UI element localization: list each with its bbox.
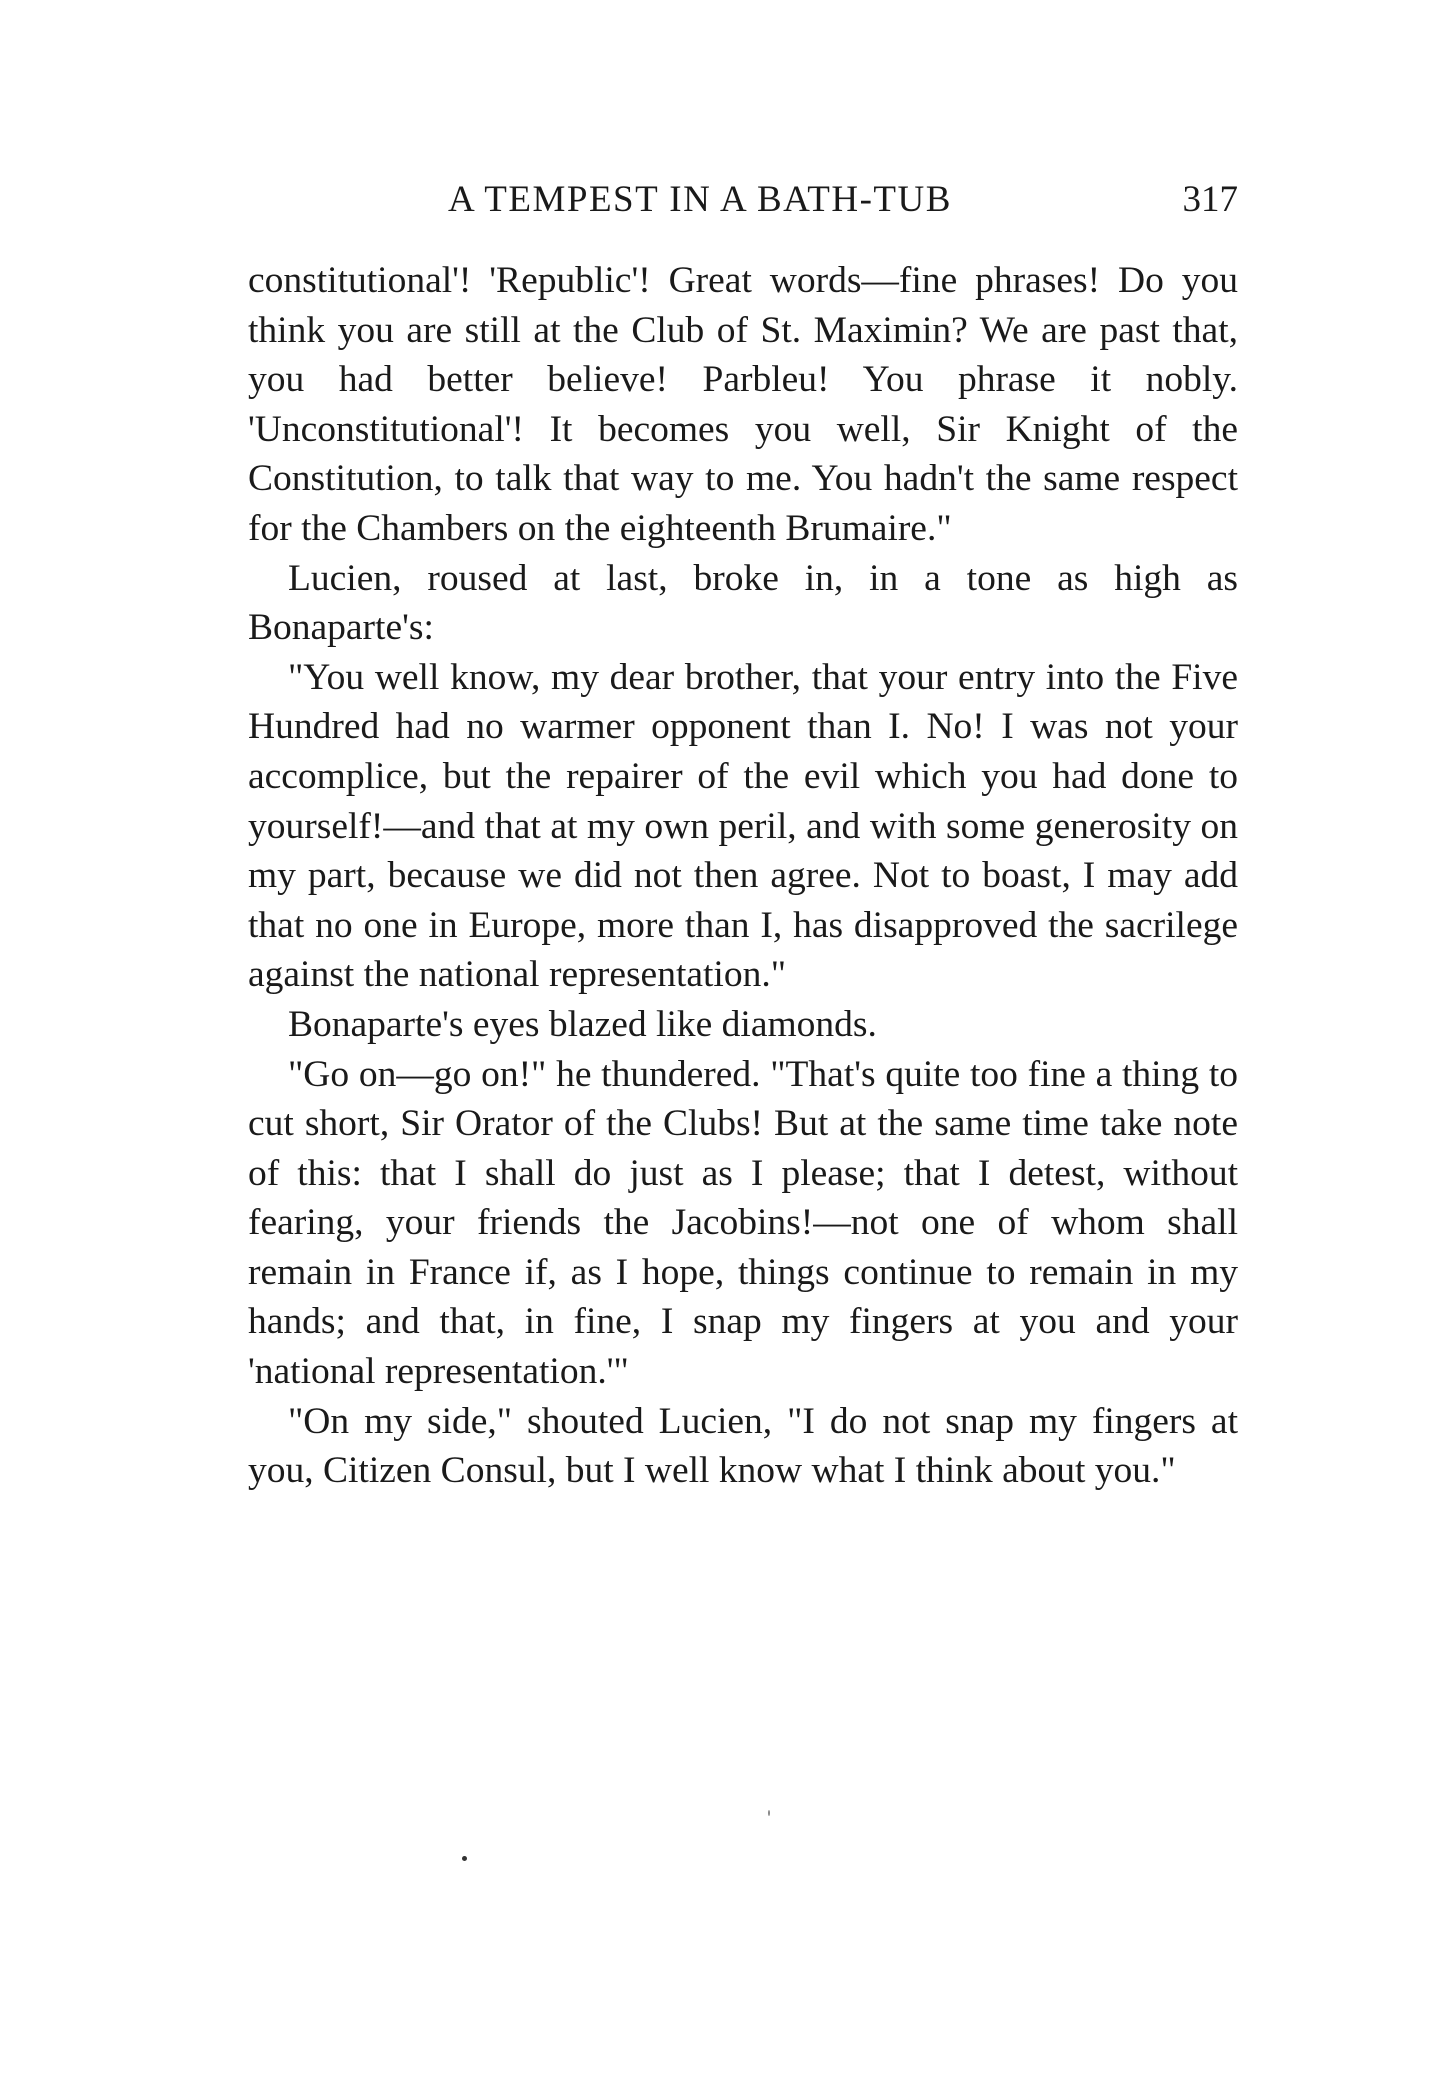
paragraph: Bonaparte's eyes blazed like diamonds. bbox=[288, 1003, 877, 1045]
page-header bbox=[248, 170, 1238, 230]
paragraph: Lucien, roused at last, broke in, in a tone as high as Bonaparte's: bbox=[248, 557, 1238, 649]
paragraph: "You well know, my dear brother, that your entry into the Five Hundred had no warmer opponent than I. No! I was not your accomplice, but the repairer of the evil which you had done to yourself!—and that at my own peril, and with some generosity on my part, because we did not then agree. Not to boast, I may add that no one in Europe, more than I, has disapproved the sacrilege against the national representation." bbox=[248, 656, 1238, 996]
running-title: A TEMPEST IN A BATH-TUB bbox=[448, 179, 952, 220]
body-text bbox=[248, 256, 1238, 1496]
paragraph-continuation: constitutional'! 'Republic'! Great words—fine phrases! Do you think you are still at the Club of St. Maximin? We are past that, you had better believe! Parbleu! You phrase it nobly. 'Unconstitutional'! It becomes you well, Sir Knight of the Constitution, to talk that way to me. You hadn't the same respect for the Chambers on the eighteenth Brumaire." bbox=[248, 260, 1238, 549]
ink-speck bbox=[462, 1856, 467, 1861]
page-number: 317 bbox=[1182, 179, 1238, 220]
paragraph: "On my side," shouted Lucien, "I do not snap my fingers at you, Citizen Consul, but I well know what I think about you." bbox=[248, 1400, 1238, 1492]
paragraph: "Go on—go on!" he thundered. "That's quite too fine a thing to cut short, Sir Orator of the Clubs! But at the same time take note of this: that I shall do just as I please; that I detest, without fearing, your friends the Jacobins!—not one of whom shall remain in France if, as I hope, things continue to remain in my hands; and that, in fine, I snap my fingers at you and your 'national representation.'" bbox=[248, 1053, 1238, 1393]
ink-speck bbox=[768, 1810, 770, 1816]
